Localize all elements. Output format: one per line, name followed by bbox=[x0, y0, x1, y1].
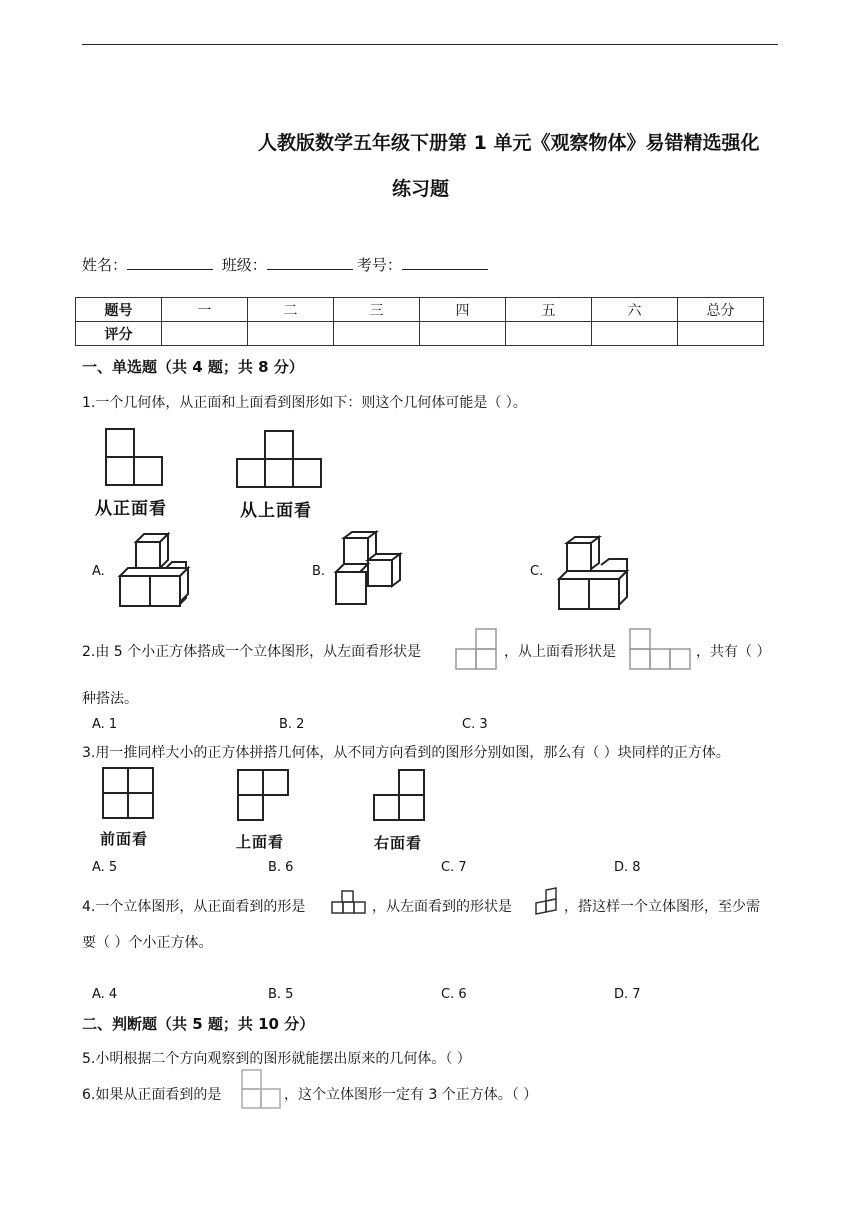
q2-text-d: 种搭法。 bbox=[82, 691, 138, 707]
title-line-2: 练习题 bbox=[392, 178, 450, 200]
q2-text-b: ，从上面看形状是 bbox=[504, 644, 616, 660]
q4-text-a: 4.一个立体图形，从正面看到的形是 bbox=[82, 899, 306, 915]
score-cell: 总分 bbox=[678, 298, 764, 322]
q3-option-a[interactable]: A. 5 bbox=[92, 860, 118, 875]
score-cell: 题号 bbox=[76, 298, 162, 322]
score-table-header-row bbox=[76, 298, 764, 322]
q1-option-b[interactable]: B. bbox=[312, 564, 326, 579]
q4-option-b[interactable]: B. 5 bbox=[268, 987, 294, 1002]
q1-front-view-figure bbox=[104, 427, 166, 487]
q1-option-b-figure bbox=[332, 530, 407, 612]
q3-right-caption: 右面看 bbox=[374, 834, 423, 852]
class-label: 班级： bbox=[221, 256, 267, 274]
score-input-cell[interactable] bbox=[420, 322, 506, 346]
exam-no-label: 考号： bbox=[356, 256, 402, 274]
q5-text: 5.小明根据二个方向观察到的图形就能摆出原来的几何体。（ ） bbox=[82, 1051, 471, 1067]
score-cell: 四 bbox=[420, 298, 506, 322]
name-label: 姓名： bbox=[82, 256, 128, 274]
class-blank[interactable] bbox=[267, 255, 353, 270]
q6-front-view-figure bbox=[238, 1068, 284, 1114]
score-table bbox=[75, 297, 764, 346]
student-info-line bbox=[82, 254, 492, 275]
q1-front-caption: 从正面看 bbox=[95, 499, 167, 519]
exam-no-blank[interactable] bbox=[402, 255, 488, 270]
score-input-cell[interactable] bbox=[592, 322, 678, 346]
q6-text-b: ，这个立体图形一定有 3 个正方体。（ ） bbox=[284, 1087, 538, 1103]
q1-option-c-figure bbox=[555, 535, 635, 613]
q2-text-a: 2.由 5 个小正方体搭成一个立体图形，从左面看形状是 bbox=[82, 644, 422, 660]
q3-option-c[interactable]: C. 7 bbox=[441, 860, 467, 875]
q4-left-view-figure bbox=[532, 886, 560, 920]
q1-top-view-figure bbox=[235, 429, 325, 489]
q6-text-a: 6.如果从正面看到的是 bbox=[82, 1087, 222, 1103]
q3-top-caption: 上面看 bbox=[236, 833, 285, 851]
q4-text-c: ，搭这样一个立体图形，至少需 bbox=[564, 899, 760, 915]
name-blank[interactable] bbox=[127, 255, 213, 270]
score-input-cell[interactable] bbox=[334, 322, 420, 346]
score-cell: 一 bbox=[162, 298, 248, 322]
q1-option-a-figure bbox=[116, 530, 191, 612]
q4-option-a[interactable]: A. 4 bbox=[92, 987, 118, 1002]
q3-option-d[interactable]: D. 8 bbox=[614, 860, 641, 875]
score-row-label: 评分 bbox=[76, 322, 162, 346]
q1-text: 1.一个几何体，从正面和上面看到图形如下：则这个几何体可能是（ ）。 bbox=[82, 395, 527, 411]
q2-option-a[interactable]: A. 1 bbox=[92, 717, 118, 732]
score-input-cell[interactable] bbox=[162, 322, 248, 346]
q4-text-d: 要（ ）个小正方体。 bbox=[82, 935, 213, 951]
score-input-cell[interactable] bbox=[678, 322, 764, 346]
q3-option-b[interactable]: B. 6 bbox=[268, 860, 294, 875]
score-table-score-row bbox=[76, 322, 764, 346]
q2-left-view-figure bbox=[452, 627, 498, 673]
q3-text: 3.用一推同样大小的正方体拼搭几何体，从不同方向看到的图形分别如图，那么有（ ）块同样的正方体。 bbox=[82, 745, 730, 761]
section2-heading: 二、判断题（共 5 题；共 10 分） bbox=[82, 1015, 315, 1033]
title-line-1: 人教版数学五年级下册第 1 单元《观察物体》易错精选强化 bbox=[258, 132, 760, 154]
q2-top-view-figure bbox=[628, 627, 694, 673]
q3-right-view-figure bbox=[372, 768, 428, 824]
q2-option-c[interactable]: C. 3 bbox=[462, 717, 488, 732]
score-cell: 三 bbox=[334, 298, 420, 322]
q3-front-caption: 前面看 bbox=[100, 830, 149, 848]
score-input-cell[interactable] bbox=[506, 322, 592, 346]
score-cell: 二 bbox=[248, 298, 334, 322]
q2-text-c: ，共有（ ） bbox=[696, 644, 771, 660]
q3-top-view-figure bbox=[236, 768, 292, 824]
score-cell: 五 bbox=[506, 298, 592, 322]
header-rule bbox=[82, 44, 778, 45]
q1-top-caption: 从上面看 bbox=[240, 501, 312, 521]
score-cell: 六 bbox=[592, 298, 678, 322]
score-input-cell[interactable] bbox=[248, 322, 334, 346]
q1-option-a[interactable]: A. bbox=[92, 564, 105, 579]
q4-text-b: ，从左面看到的形状是 bbox=[372, 899, 512, 915]
section1-heading: 一、单选题（共 4 题；共 8 分） bbox=[82, 358, 304, 376]
q4-option-c[interactable]: C. 6 bbox=[441, 987, 467, 1002]
q3-front-view-figure bbox=[101, 766, 157, 822]
q4-front-view-figure bbox=[330, 889, 370, 919]
q1-option-c[interactable]: C. bbox=[530, 564, 544, 579]
q4-option-d[interactable]: D. 7 bbox=[614, 987, 641, 1002]
q2-option-b[interactable]: B. 2 bbox=[279, 717, 305, 732]
